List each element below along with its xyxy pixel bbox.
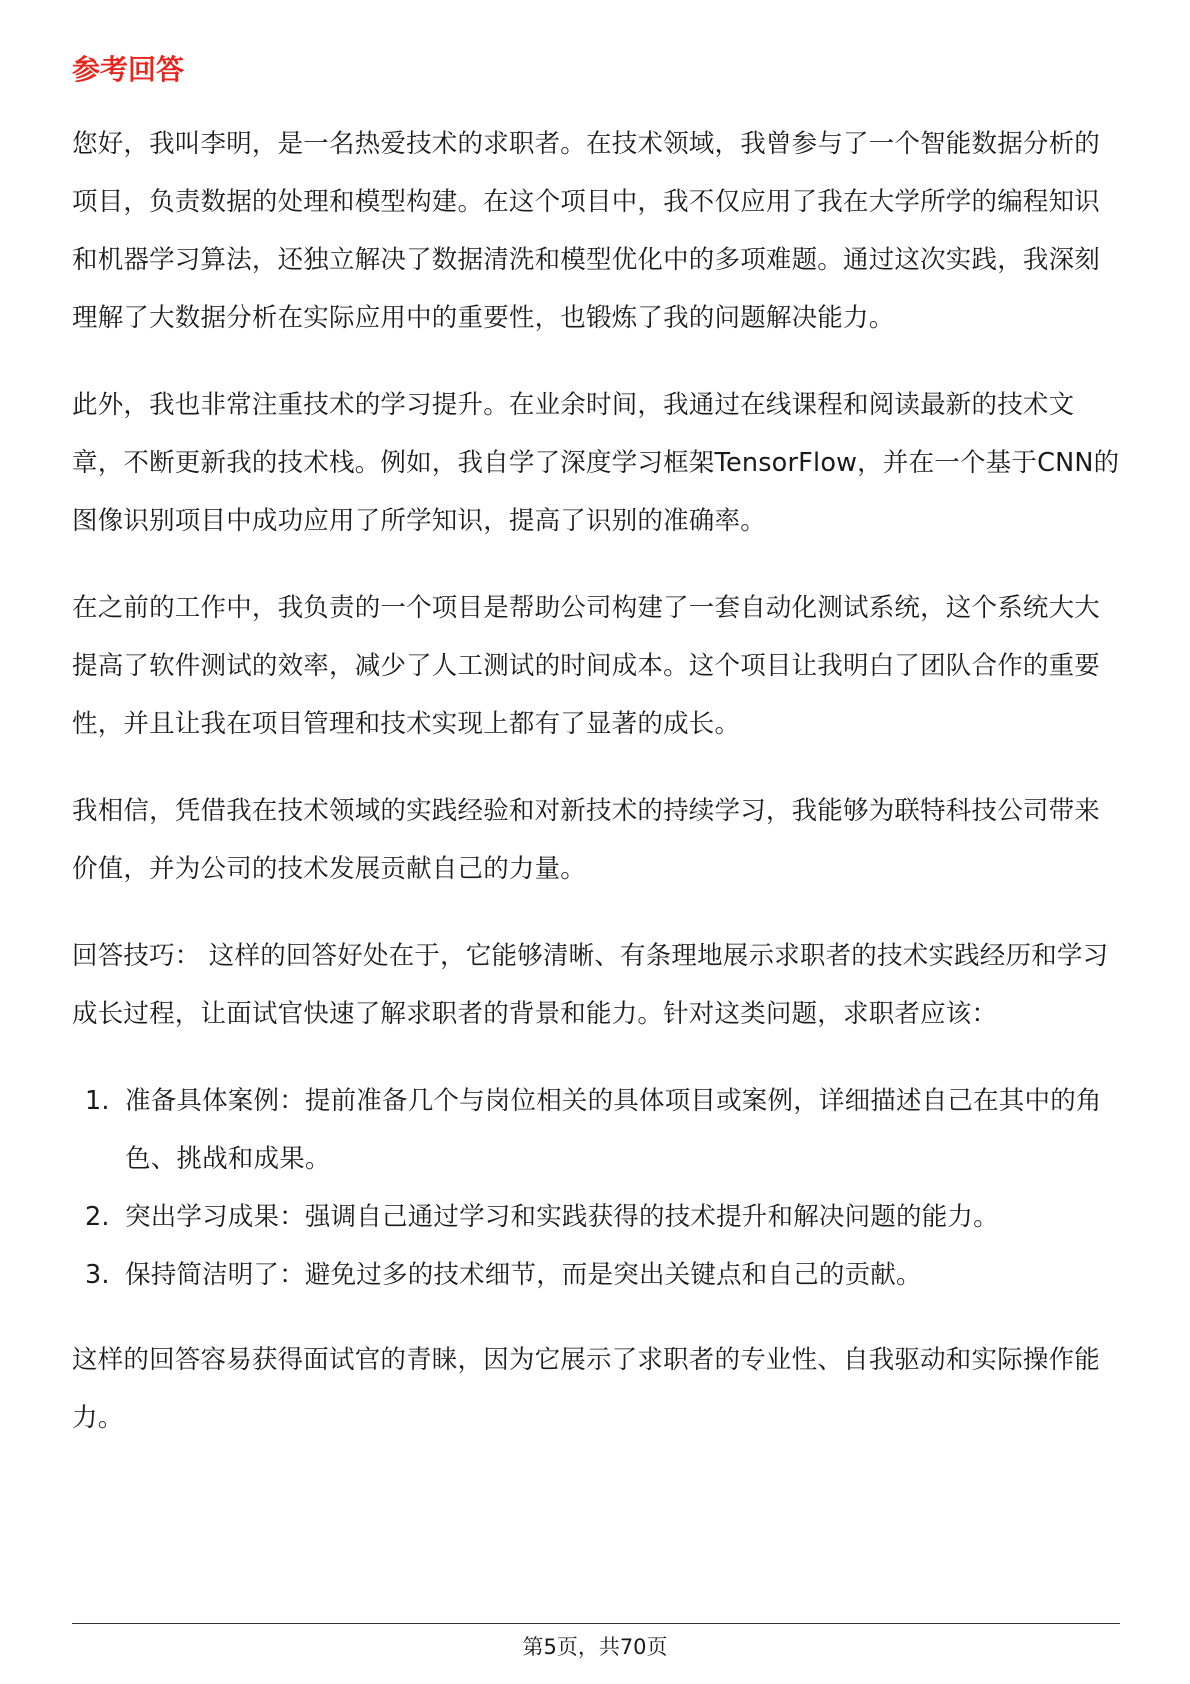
page-title: 参考回答 xyxy=(72,53,185,86)
footer-divider xyxy=(72,1623,1120,1624)
paragraph-tips-intro: 回答技巧： 这样的回答好处在于，它能够清晰、有条理地展示求职者的技术实践经历和学习成长过程，让面试官快速了解求职者的背景和能力。针对这类问题，求职者应该： xyxy=(72,941,1109,1029)
page-number: 第5页，共70页 xyxy=(522,1635,668,1659)
list-item-title: 突出学习成果： xyxy=(125,1202,305,1232)
list-item-text: 强调自己通过学习和实践获得的技术提升和解决问题的能力。 xyxy=(304,1202,999,1232)
list-item-text: 避免过多的技术细节，而是突出关键点和自己的贡献。 xyxy=(304,1260,922,1290)
list-item xyxy=(72,1188,1120,1246)
paragraph-conclusion: 我相信，凭借我在技术领域的实践经验和对新技术的持续学习，我能够为联特科技公司带来价值，并为公司的技术发展贡献自己的力量。 xyxy=(72,796,1101,884)
paragraph-intro: 您好，我叫李明，是一名热爱技术的求职者。在技术领域，我曾参与了一个智能数据分析的项目，负责数据的处理和模型构建。在这个项目中，我不仅应用了我在大学所学的编程知识和机器学习算法，还独立解决了数据清洗和模型优化中的多项难题。通过这次实践，我深刻理解了大数据分析在实际应用中的重要性，也锻炼了我的问题解决能力。 xyxy=(72,129,1101,333)
list-item-number: 2. xyxy=(85,1202,110,1232)
list-item xyxy=(72,1072,1120,1188)
list-item xyxy=(72,1246,1120,1304)
list-item-number: 3. xyxy=(85,1260,110,1290)
list-item-title: 保持简洁明了： xyxy=(125,1260,305,1290)
list-item-text: 提前准备几个与岗位相关的具体项目或案例，详细描述自己在其中的角色、挑战和成果。 xyxy=(125,1086,1102,1174)
paragraph-previous-work: 在之前的工作中，我负责的一个项目是帮助公司构建了一套自动化测试系统，这个系统大大提高了软件测试的效率，减少了人工测试的时间成本。这个项目让我明白了团队合作的重要性，并且让我在项目管理和技术实现上都有了显著的成长。 xyxy=(72,593,1101,739)
document-body xyxy=(72,115,1120,1476)
list-item-number: 1. xyxy=(85,1086,110,1116)
list-item-title: 准备具体案例： xyxy=(125,1086,305,1116)
paragraph-learning: 此外，我也非常注重技术的学习提升。在业余时间，我通过在线课程和阅读最新的技术文章，不断更新我的技术栈。例如，我自学了深度学习框架TensorFlow，并在一个基于CNN的图像识别项目中成功应用了所学知识，提高了识别的准确率。 xyxy=(72,390,1120,536)
paragraph-closing: 这样的回答容易获得面试官的青睐，因为它展示了求职者的专业性、自我驱动和实际操作能力。 xyxy=(72,1345,1101,1433)
tips-list xyxy=(72,1072,1120,1304)
